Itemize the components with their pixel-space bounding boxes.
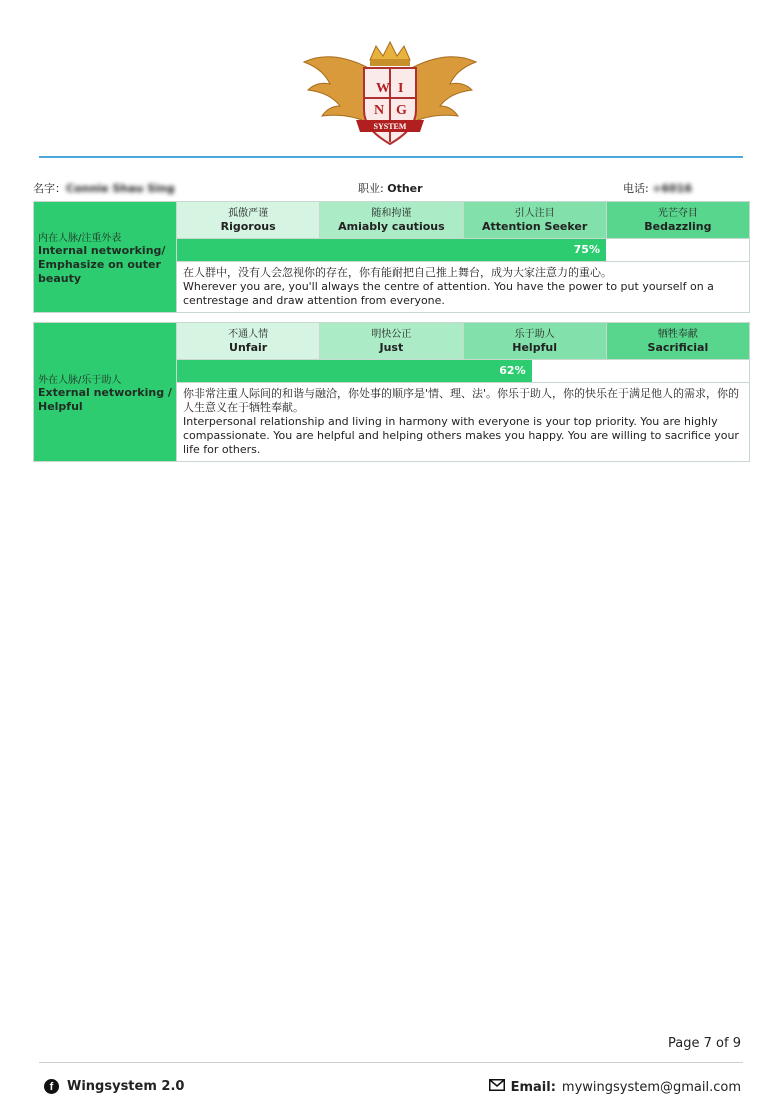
logo-letter: N	[374, 103, 385, 118]
description-cn: 你非常注重人际间的和谐与融洽，你处事的顺序是'情、理、法'。你乐于助人，你的快乐在于满足他人的需求，你的人生意义在于牺牲奉献。	[183, 387, 740, 414]
job-value: Other	[387, 182, 423, 195]
score-percent: 75%	[573, 243, 600, 256]
trait-label-cn: 外在人脉/乐于助人	[38, 374, 122, 386]
score-bar-track	[177, 360, 750, 383]
trait-option: 不通人情 Unfair	[177, 323, 320, 360]
trait-label	[34, 323, 177, 462]
trait-option: 明快公正 Just	[320, 323, 463, 360]
trait-label	[34, 202, 177, 313]
trait-table-internal-networking	[33, 201, 750, 313]
phone-label: 电话:	[623, 182, 649, 195]
logo-letter: W	[376, 81, 390, 96]
header-divider	[39, 156, 743, 158]
trait-option: 光芒夺目 Bedazzling	[606, 202, 749, 239]
email-address[interactable]: mywingsystem@gmail.com	[561, 1079, 741, 1095]
trait-option: 牺牲奉献 Sacrificial	[606, 323, 749, 360]
trait-option: 随和拘谨 Amiably cautious	[320, 202, 463, 239]
job-label: 职业:	[358, 182, 384, 195]
trait-description	[177, 262, 750, 313]
description-en: Interpersonal relationship and living in harmony with everyone is your top priority. You are highly compassionate. You are helpful and helping others makes you happy. You are willing to sacrifice your life for others.	[183, 415, 739, 456]
logo-letter: I	[398, 81, 404, 96]
logo-banner: SYSTEM	[373, 122, 407, 131]
trait-label-en: Internal networking/ Emphasize on outer beauty	[38, 243, 166, 285]
score-bar	[177, 360, 532, 382]
score-bar	[177, 239, 606, 261]
description-cn: 在人群中，没有人会忽视你的存在，你有能耐把自己推上舞台，成为大家注意力的重心。	[183, 266, 612, 279]
personal-info-row	[33, 180, 749, 196]
name-label: 名字：	[33, 182, 66, 195]
trait-option: 乐于助人 Helpful	[463, 323, 606, 360]
envelope-icon	[489, 1079, 505, 1095]
footer-brand[interactable]	[44, 1079, 184, 1094]
phone-value: +6016	[652, 182, 693, 195]
trait-label-cn: 内在人脉/注重外表	[38, 232, 122, 244]
footer-divider	[39, 1062, 743, 1063]
logo-letter: G	[396, 103, 407, 118]
email-label: Email:	[510, 1079, 556, 1095]
phone-field	[623, 180, 692, 196]
footer-brand-text: Wingsystem 2.0	[67, 1079, 185, 1094]
name-field	[33, 180, 175, 196]
trait-table-external-networking	[33, 322, 750, 462]
job-field	[358, 180, 423, 196]
trait-option: 引人注目 Attention Seeker	[463, 202, 606, 239]
trait-description	[177, 383, 750, 462]
wing-system-logo	[300, 40, 480, 150]
facebook-icon: f	[44, 1079, 59, 1094]
name-value: Connie Shau Sing	[66, 182, 175, 195]
trait-option: 孤傲严谨 Rigorous	[177, 202, 320, 239]
page-number: Page 7 of 9	[668, 1036, 741, 1051]
score-bar-track	[177, 239, 750, 262]
trait-label-en: External networking / Helpful	[38, 385, 172, 413]
score-percent: 62%	[499, 364, 526, 377]
description-en: Wherever you are, you'll always the centre of attention. You have the power to put yourself on a centrestage and draw attention from everyone.	[183, 280, 714, 307]
footer-email[interactable]	[489, 1079, 741, 1095]
